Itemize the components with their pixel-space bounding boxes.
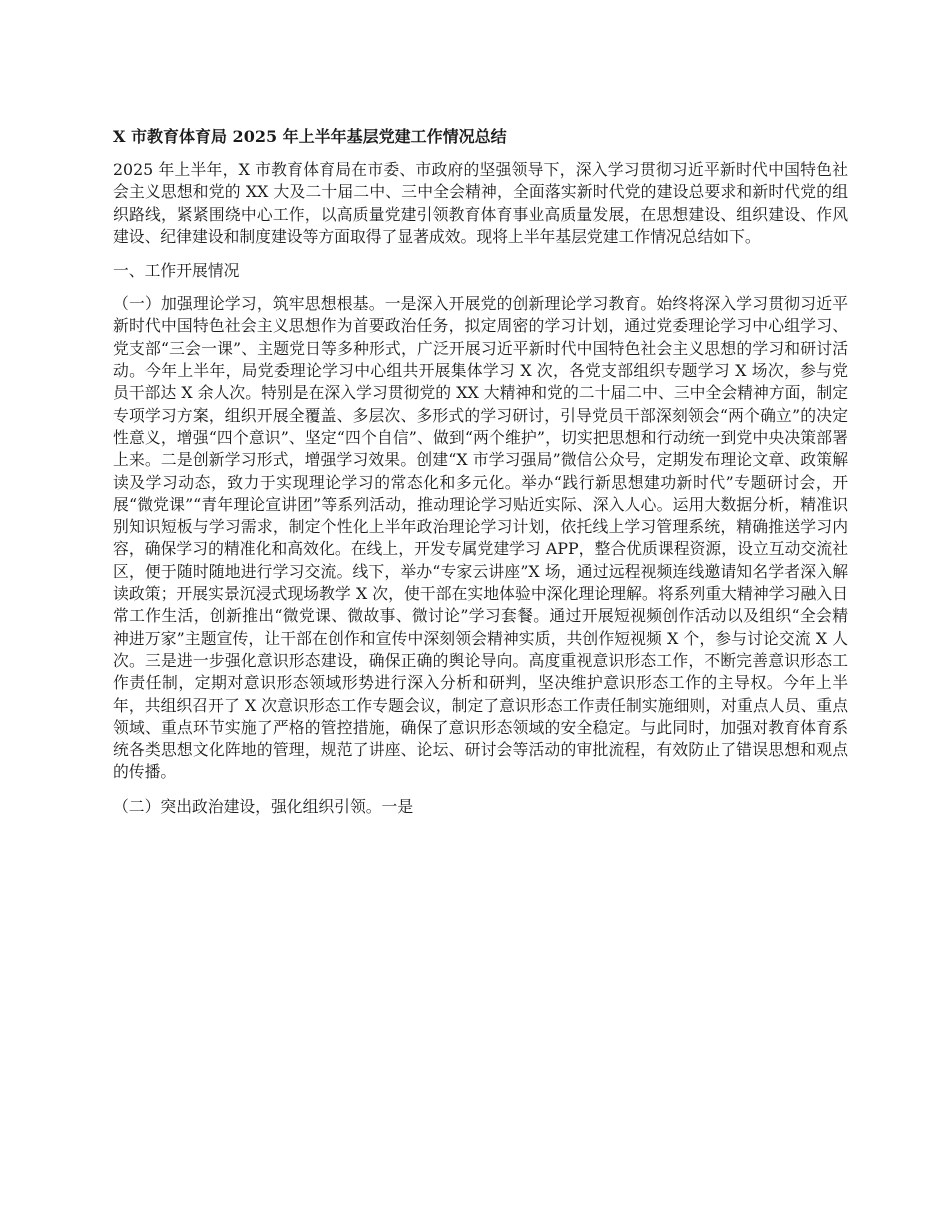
document-title: X 市教育体育局 2025 年上半年基层党建工作情况总结 — [113, 127, 507, 146]
intro-paragraph: 2025 年上半年，X 市教育体育局在市委、市政府的坚强领导下，深入学习贯彻习近平新时代中国特色社会主义思想和党的 XX 大及二十届二中、三中全会精神，全面落实新时代党的建设总要求和新时代党的组织路线，紧紧围绕中心工作，以高质量党建引领教育体育事业高质量发展，在思想建设、组织建设、作风建设、纪律建设和制度建设等方面取得了显著成效。现将上半年基层党建工作情况总结如下。 — [113, 160, 848, 246]
document-page — [113, 126, 848, 830]
subsection-political-construction-paragraph: （二）突出政治建设，强化组织引领。一是 — [113, 796, 414, 816]
section-heading-work-progress: 一、工作开展情况 — [113, 261, 240, 281]
subsection-theory-study-paragraph: （一）加强理论学习，筑牢思想根基。一是深入开展党的创新理论学习教育。始终将深入学习贯彻习近平新时代中国特色社会主义思想作为首要政治任务，拟定周密的学习计划，通过党委理论学习中心组学习、党支部“三会一课”、主题党日等多种形式，广泛开展习近平新时代中国特色社会主义思想的学习和研讨活动。今年上半年，局党委理论学习中心组共开展集体学习 X 次，各党支部组织专题学习 X 场次，参与党员干部达 X 余人次。特别是在深入学习贯彻党的 XX 大精神和党的二十届二中、三中全会精神方面，制定专项学习方案，组织开展全覆盖、多层次、多形式的学习研讨，引导党员干部深刻领会“两个确立”的决定性意义，增强“四个意识”、坚定“四个自信”、做到“两个维护”，切实把思想和行动统一到党中央决策部署上来。二是创新学习形式，增强学习效果。创建“X 市学习强局”微信公众号，定期发布理论文章、政策解读及学习动态，致力于实现理论学习的常态化和多元化。举办“践行新思想建功新时代”专题研讨会，开展“微党课”“青年理论宣讲团”等系列活动，推动理论学习贴近实际、深入人心。运用大数据分析，精准识别知识短板与学习需求，制定个性化上半年政治理论学习计划，依托线上学习管理系统，精确推送学习内容，确保学习的精准化和高效化。在线上，开发专属党建学习 APP，整合优质课程资源，设立互动交流社区，便于随时随地进行学习交流。线下，举办“专家云讲座”X 场，通过远程视频连线邀请知名学者深入解读政策；开展实景沉浸式现场教学 X 次，使干部在实地体验中深化理论理解。将系列重大精神学习融入日常工作生活，创新推出“微党课、微故事、微讨论”学习套餐。通过开展短视频创作活动以及组织“全会精神进万家”主题宣传，让干部在创作和宣传中深刻领会精神实质，共创作短视频 X 个，参与讨论交流 X 人次。三是进一步强化意识形态建设，确保正确的舆论导向。高度重视意识形态工作，不断完善意识形态工作责任制，定期对意识形态领域形势进行深入分析和研判，坚决维护意识形态工作的主导权。今年上半年，共组织召开了 X 次意识形态工作专题会议，制定了意识形态工作责任制实施细则，对重点人员、重点领域、重点环节实施了严格的管控措施，确保了意识形态领域的安全稳定。与此同时，加强对教育体育系统各类思想文化阵地的管理，规范了讲座、论坛、研讨会等活动的审批流程，有效防止了错误思想和观点的传播。 — [113, 294, 848, 782]
